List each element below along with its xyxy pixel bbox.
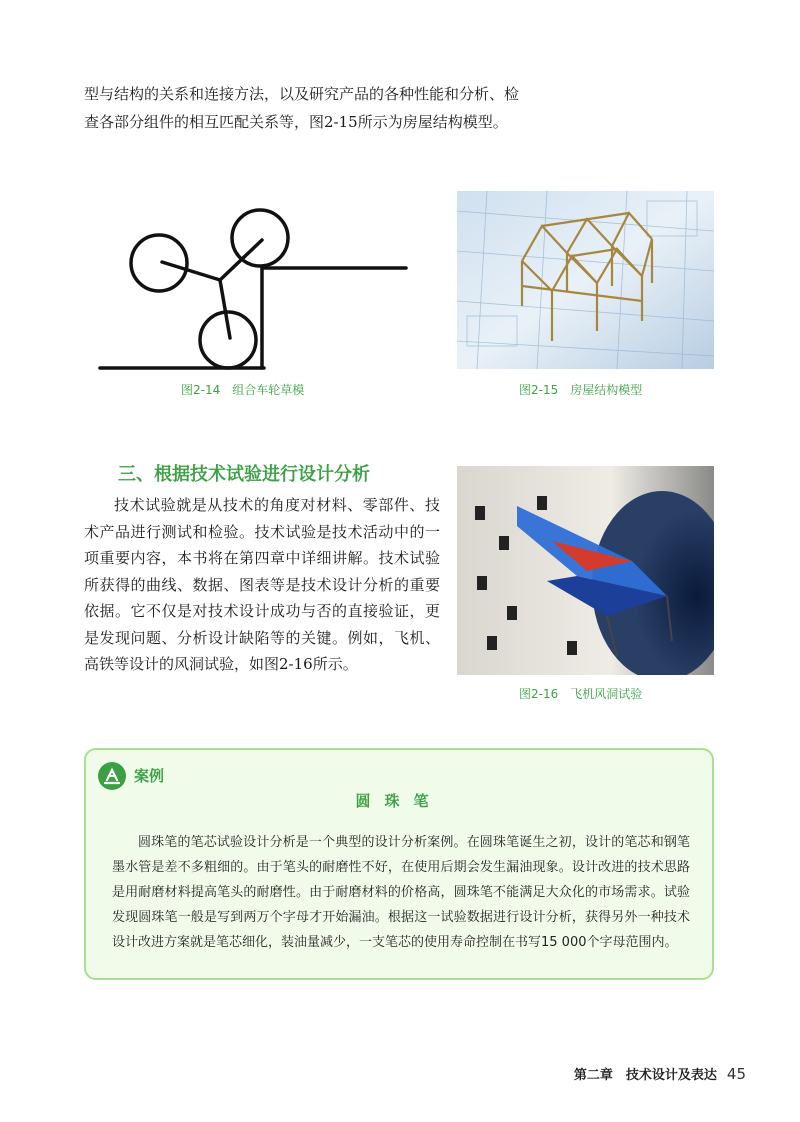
- fig16-caption: 图2-16 飞机风洞试验: [519, 687, 643, 701]
- case-box: [84, 748, 714, 980]
- spoke-left: [162, 262, 220, 280]
- case-label: 案例: [134, 767, 165, 785]
- intro-paragraph: [84, 80, 564, 136]
- fig15-caption: 图2-15 房屋结构模型: [519, 383, 643, 397]
- figure-wind-tunnel: [457, 466, 714, 675]
- section-body: 技术试验就是从技术的角度对材料、零部件、技术产品进行测试和检验。技术试验是技术活动中的一项重要内容，本书将在第四章中详细讲解。技术试验所获得的曲线、数据、图表等是技术设计分析的重要依据。它不仅是对技术设计成功与否的直接验证，更是发现问题、分析设计缺陷等的关键。例如，飞机、高铁等设计的风洞试验，如图2-16所示。: [84, 496, 440, 673]
- case-text: 圆珠笔的笔芯试验设计分析是一个典型的设计分析案例。在圆珠笔诞生之初，设计的笔芯和钢笔墨水管是差不多粗细的。由于笔头的耐磨性不好，在使用后期会发生漏油现象。设计改进的技术思路是用耐磨材料提高笔头的耐磨性。由于耐磨材料的价格高，圆珠笔不能满足大众化的市场需求。试验发现圆珠笔一般是写到两万个字母才开始漏油。根据这一试验数据进行设计分析，获得另外一种技术设计改进方案就是笔芯细化，装油量减少，一支笔芯的使用寿命控制在书写15 000个字母范围内。: [112, 835, 690, 950]
- page-number: 45: [726, 1065, 746, 1083]
- intro-line-2: 查各部分组件的相互匹配关系等，图2-15所示为房屋结构模型。: [84, 113, 508, 131]
- case-title: 圆珠笔: [355, 792, 443, 810]
- figure-wheel-sketch: [96, 200, 412, 372]
- spoke-bottom: [220, 280, 230, 338]
- case-icon: [98, 762, 126, 790]
- spoke-right: [220, 240, 262, 280]
- page-footer: [574, 1064, 746, 1083]
- wheel-top-right: [232, 210, 288, 266]
- intro-line-1: 型与结构的关系和连接方法，以及研究产品的各种性能和分析、检: [84, 85, 520, 103]
- figure-house-model: [457, 191, 714, 369]
- section-title: 三、根据技术试验进行设计分析: [118, 464, 370, 485]
- chapter-title: 第二章 技术设计及表达: [573, 1068, 717, 1083]
- wheel-left: [131, 235, 187, 291]
- fig14-caption: 图2-14 组合车轮草模: [181, 383, 305, 397]
